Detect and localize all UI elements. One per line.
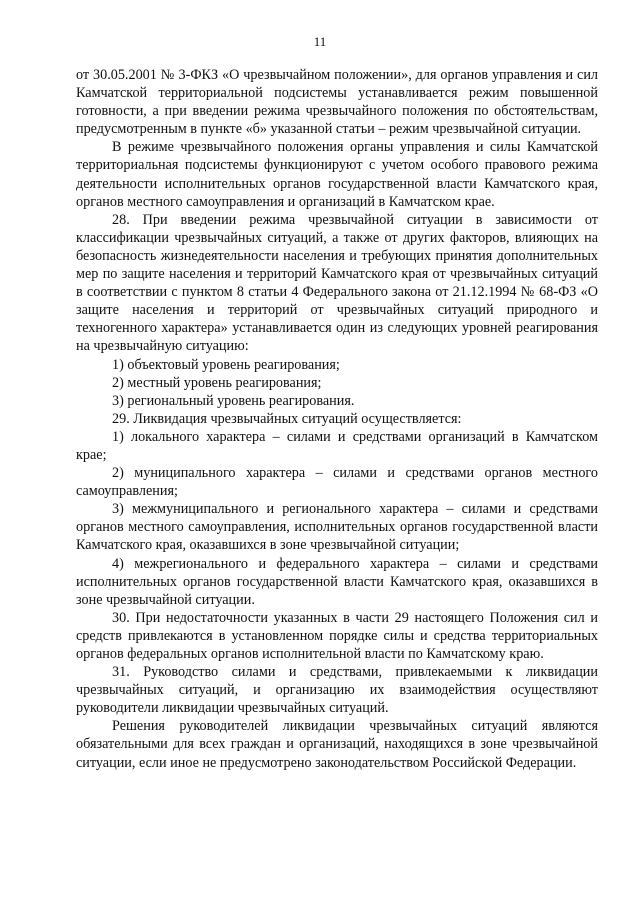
paragraph-continuation: от 30.05.2001 № 3-ФКЗ «О чрезвычайном положении», для органов управления и сил Камчатской территориальной подсистемы устанавливается режим повышенной готовности, а при введении режима чрезвычайного положения по обстоятельствам, предусмотренным в пункте «б» указанной статьи – режим чрезвычайной ситуации. [76, 67, 598, 138]
paragraph-emergency-mode: В режиме чрезвычайного положения органы управления и силы Камчатской территориальная подсистемы функционируют с учетом особого правового режима деятельности исполнительных органов государственной власти Камчатского края, органов местного самоуправления и организаций в Камчатском крае. [76, 139, 598, 210]
list-item-municipal-character: 2) муниципального характера – силами и средствами органов местного самоуправления; [76, 465, 598, 500]
list-item-local-character: 1) локального характера – силами и средствами организаций в Камчатском крае; [76, 428, 598, 463]
document-body [76, 66, 598, 772]
paragraph-29: 29. Ликвидация чрезвычайных ситуаций осуществляется: [112, 410, 462, 427]
paragraph-30: 30. При недостаточности указанных в части 29 настоящего Положения сил и средств привлекаются в установленном порядке силы и средства территориальных органов федеральных органов исполнительной власти по Камчатскому краю. [76, 609, 598, 662]
paragraph-28: 28. При введении режима чрезвычайной ситуации в зависимости от классификации чрезвычайных ситуаций, а также от других факторов, влияющих на безопасность жизнедеятельности населения и требующих принятия дополнительных мер по защите населения и территорий Камчатского края от чрезвычайных ситуаций в соответствии с пунктом 8 статьи 4 Федерального закона от 21.12.1994 № 68-ФЗ «О защите населения и территорий от чрезвычайных ситуаций природного и техногенного характера» устанавливается один из следующих уровней реагирования на чрезвычайную ситуацию: [76, 211, 598, 355]
list-item-object-level: 1) объектовый уровень реагирования; [112, 356, 340, 373]
list-item-local-level: 2) местный уровень реагирования; [112, 374, 322, 391]
list-item-intermunicipal-character: 3) межмуниципального и регионального характера – силами и средствами органов местного самоуправления, исполнительных органов государственной власти Камчатского края, оказавшихся в зоне чрезвычайной ситуации; [76, 501, 598, 554]
paragraph-31: 31. Руководство силами и средствами, привлекаемыми к ликвидации чрезвычайных ситуаций, и организацию их взаимодействия осуществляют руководители ликвидации чрезвычайных ситуаций. [76, 664, 598, 717]
paragraph-decisions: Решения руководителей ликвидации чрезвычайных ситуаций являются обязательными для всех граждан и организаций, находящихся в зоне чрезвычайной ситуации, если иное не предусмотрено законодательством Российской Федерации. [76, 718, 598, 771]
page-number: 11 [313, 34, 327, 49]
list-item-interregional-character: 4) межрегионального и федерального характера – силами и средствами исполнительных органов государственной власти Камчатского края, оказавшихся в зоне чрезвычайной ситуации. [76, 555, 598, 608]
list-item-regional-level: 3) региональный уровень реагирования. [112, 392, 355, 409]
